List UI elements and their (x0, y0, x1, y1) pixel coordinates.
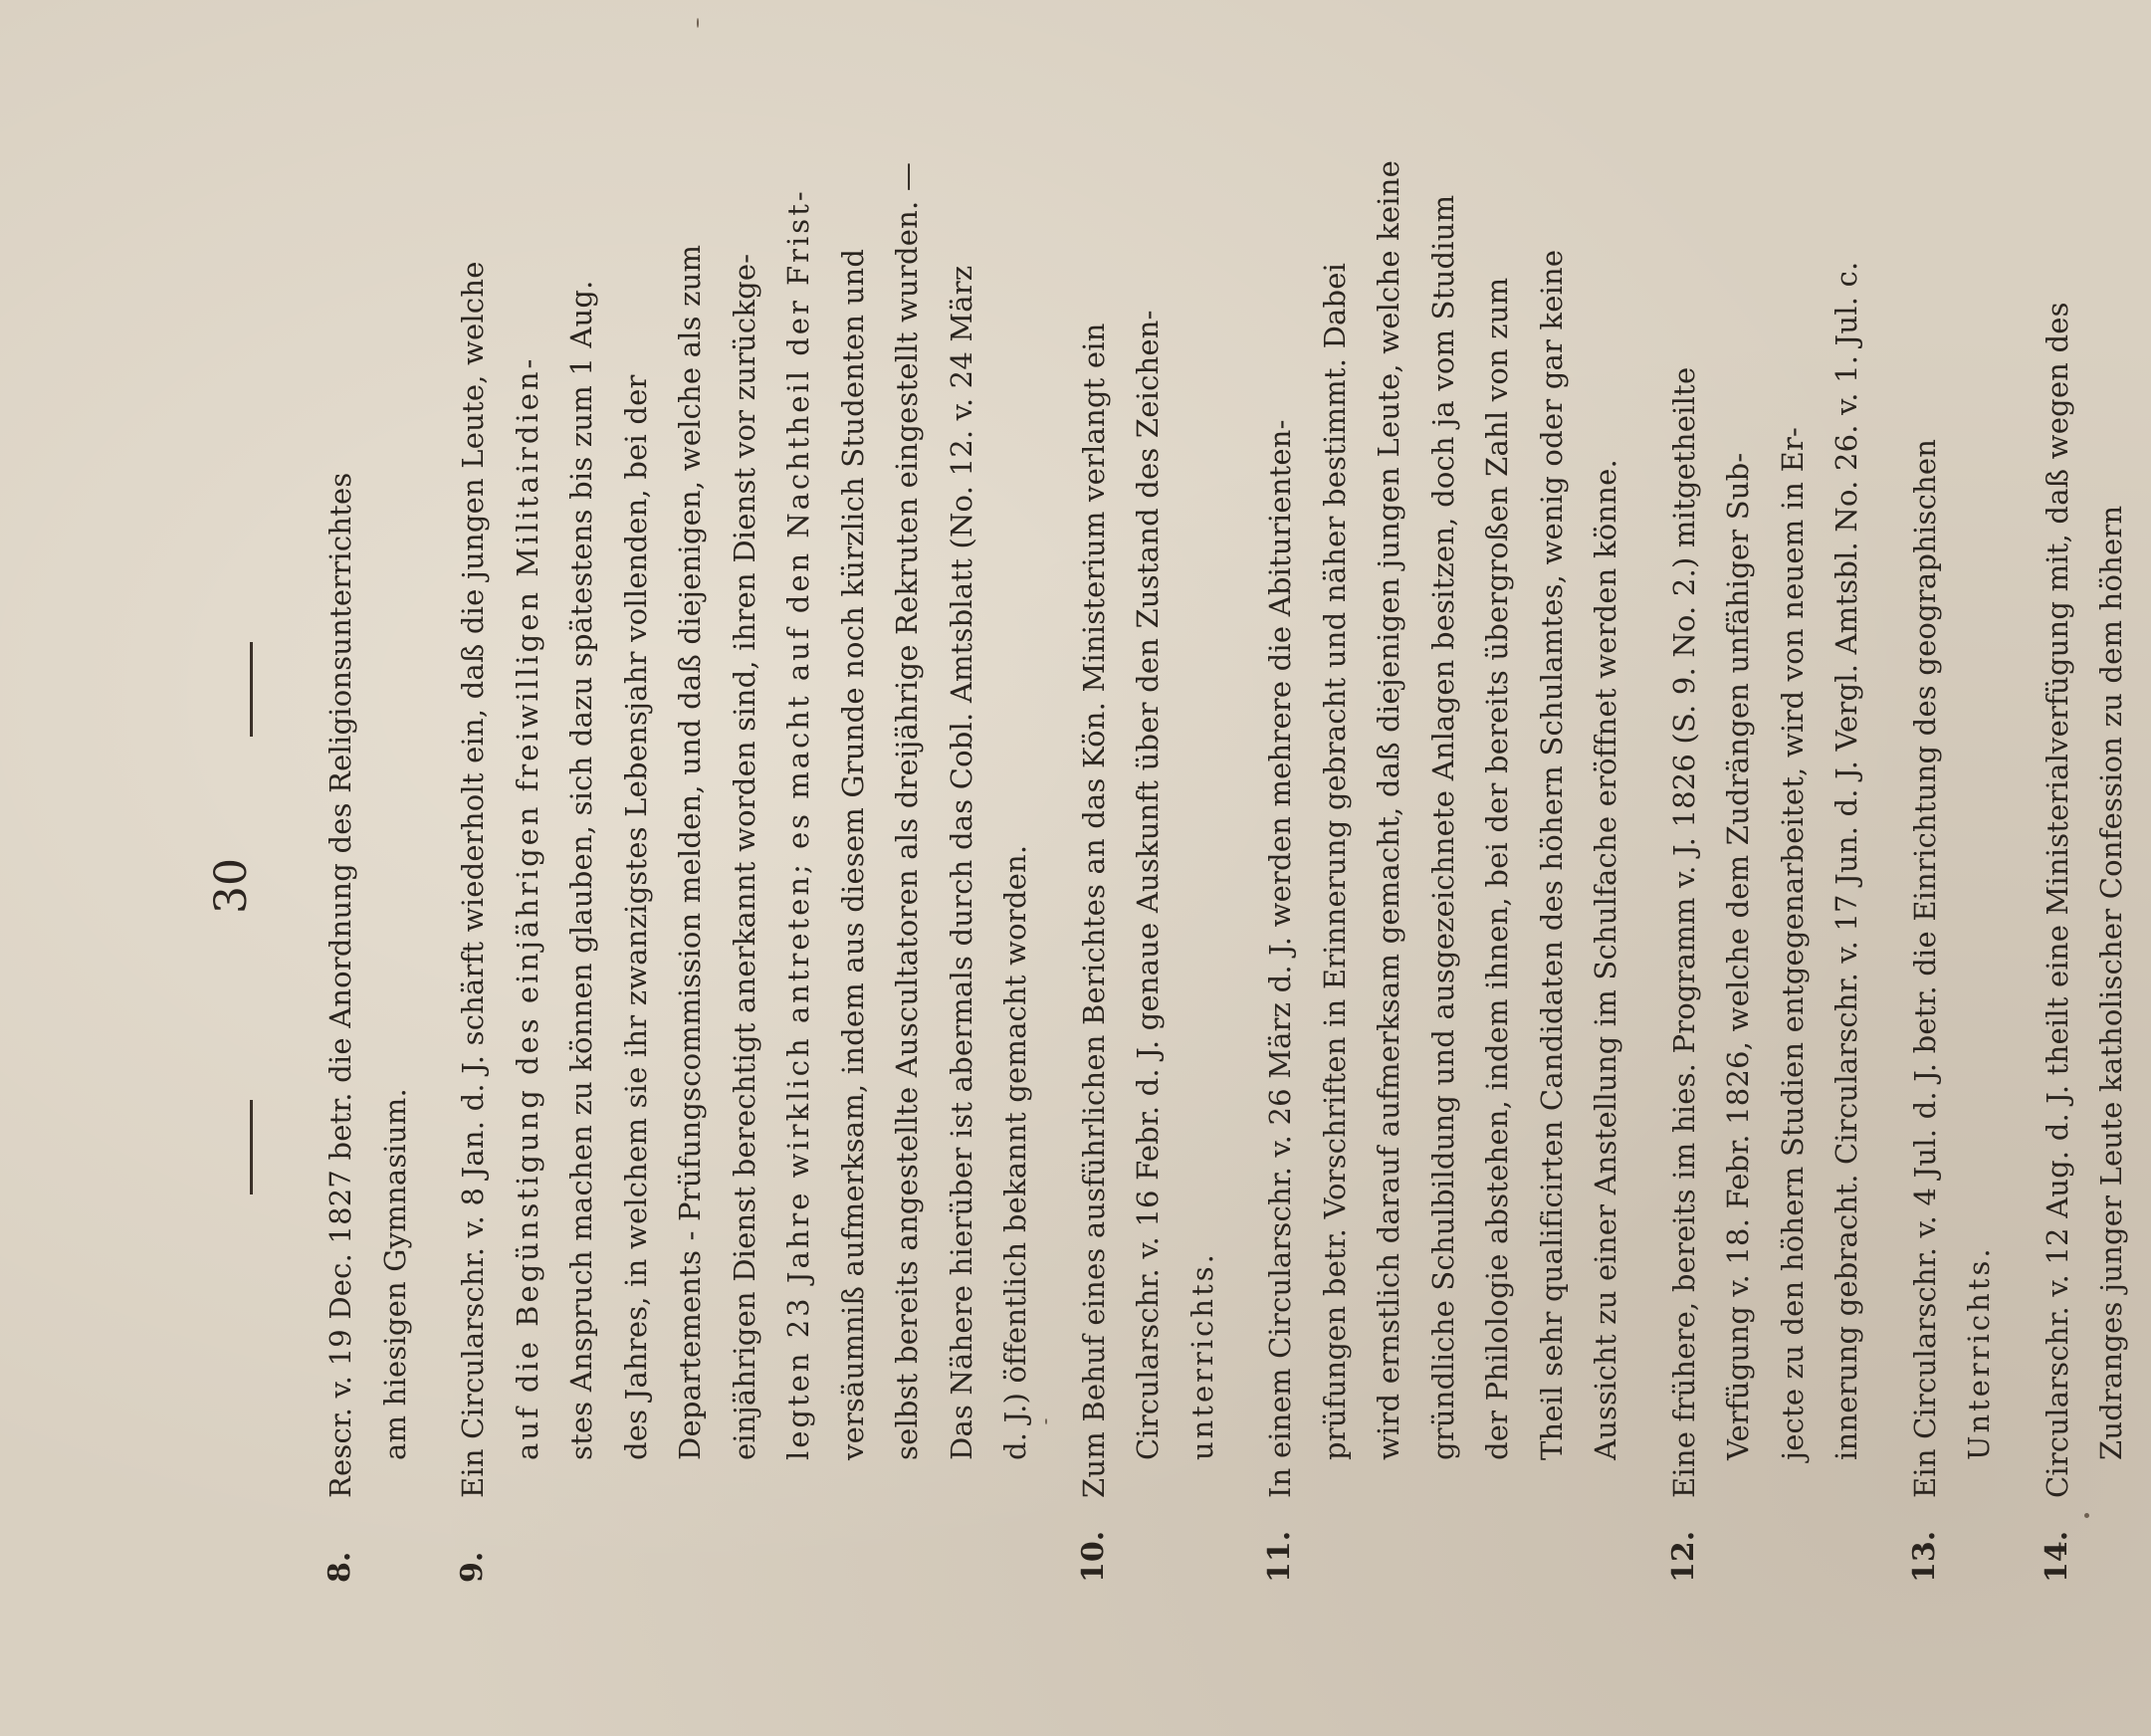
entry-number: 10. (1075, 1530, 1111, 1583)
entry-line: Rescr. v. 19 Dec. 1827 betr. die Anordnung des Religionsunterrichtes (323, 472, 357, 1498)
entry-line: versäumniß aufmerksam, indem aus diesem Grunde noch kürzlich Studenten und (835, 248, 870, 1460)
entry-line: Das Nähere hierüber ist abermals durch das Cobl. Amtsblatt (No. 12. v. 24 März (944, 265, 978, 1460)
entry-number: 8. (323, 1551, 357, 1583)
entry-line: legten 23 Jahre wirklich antreten; es macht auf den Nachtheil der Frist- (781, 188, 815, 1460)
header-rule-right (250, 642, 253, 737)
entry-list (314, 90, 2139, 1583)
entry-8 (314, 90, 422, 1583)
entry-line: Eine frühere, bereits im hies. Programm v. J. 1826 (S. 9. No. 2.) mitgetheilte (1666, 366, 1701, 1498)
entry-line: Ein Circularschr. v. 8 Jan. d. J. schärft wiederholt ein, daß die jungen Leute, welche (456, 261, 490, 1498)
entry-13 (1898, 90, 2007, 1583)
entry-number: 13. (1906, 1530, 1942, 1583)
entry-line: Aussicht zu einer Anstellung im Schulfache eröffnet werden könne. (1589, 459, 1622, 1460)
entry-line: Theil sehr qualificirten Candidaten des höhern Schulamtes, wenig oder gar keine (1534, 249, 1569, 1460)
entry-line: unterrichts. (1184, 1251, 1219, 1460)
paper-speck (697, 18, 699, 28)
entry-line: d. J.) öffentlich bekannt gemacht worden. (998, 844, 1032, 1460)
entry-line: am hiesigen Gymnasium. (377, 1088, 412, 1460)
entry-number: 11. (1262, 1530, 1297, 1583)
entry-line: Zudranges junger Leute katholischer Confession zu dem höhern (2094, 505, 2128, 1460)
entry-line: Zum Behuf eines ausführlichen Berichtes an das Kön. Ministerium verlangt ein (1076, 323, 1111, 1498)
entry-10 (1067, 90, 1230, 1583)
entry-line: In einem Circularschr. v. 26 März d. J. werden mehrere die Abiturienten- (1263, 419, 1297, 1498)
entry-9 (446, 90, 1043, 1583)
entry-line: Ein Circularschr. v. 4 Jul. d. J. betr. die Einrichtung des geographischen (1907, 438, 1942, 1498)
entry-line: Circularschr. v. 16 Febr. d. J. genaue Auskunft über den Zustand des Zeichen- (1131, 310, 1165, 1460)
entry-14 (2031, 90, 2139, 1583)
entry-line: stes Anspruch machen zu können glauben, sich dazu spätestens bis zum 1 Aug. (564, 280, 598, 1460)
entry-11 (1253, 90, 1633, 1583)
entry-line: innerung gebracht. Circularschr. v. 17 Jun. d. J. Vergl. Amtsbl. No. 26. v. 1. Jul. c. (1829, 261, 1863, 1460)
entry-line: selbst bereits angestellte Auscultatoren als dreijährige Rekruten eingestellt wurden. — (890, 161, 924, 1460)
entry-12 (1657, 90, 1874, 1583)
entry-line: jecte zu den höhern Studien entgegenarbeitet, wird von neuem in Er- (1775, 426, 1810, 1460)
entry-number: 9. (455, 1551, 490, 1583)
entry-line: wird ernstlich darauf aufmerksam gemacht, daß diejenigen jungen Leute, welche keine (1372, 159, 1405, 1460)
entry-number: 12. (1665, 1530, 1701, 1583)
header-rule-left (250, 1100, 253, 1194)
entry-line: gründliche Schulbildung und ausgezeichnete Anlagen besitzen, doch ja vom Studium (1425, 194, 1460, 1460)
entry-line: des Jahres, in welchem sie ihr zwanzigstes Lebensjahr vollenden, bei der (618, 374, 653, 1460)
entry-line: Circularschr. v. 12 Aug. d. J. theilt eine Ministerialverfügung mit, daß wegen des (2040, 302, 2074, 1498)
entry-line: Verfügung v. 18. Febr. 1826, welche dem Zudrängen unfähiger Sub- (1721, 452, 1755, 1460)
entry-line: Unterrichts. (1962, 1245, 1996, 1460)
entry-line: Departements - Prüfungscommission melden, und daß diejenigen, welche als zum (673, 244, 707, 1460)
page-header (204, 90, 314, 1583)
entry-number: 14. (2039, 1530, 2074, 1583)
page-number: 30 (206, 858, 257, 914)
entry-line: prüfungen betr. Vorschriften in Erinnerung gebracht und näher bestimmt. Dabei (1317, 262, 1352, 1460)
entry-line: der Philologie abstehen, indem ihnen, bei der bereits übergroßen Zahl von zum (1480, 277, 1514, 1460)
rotated-text-block (204, 90, 2128, 1583)
entry-line: auf die Begünstigung des einjährigen freiwilligen Militairdien- (510, 355, 544, 1460)
entry-line: einjährigen Dienst berechtigt anerkannt worden sind, ihren Dienst vor zurückge- (727, 253, 761, 1460)
